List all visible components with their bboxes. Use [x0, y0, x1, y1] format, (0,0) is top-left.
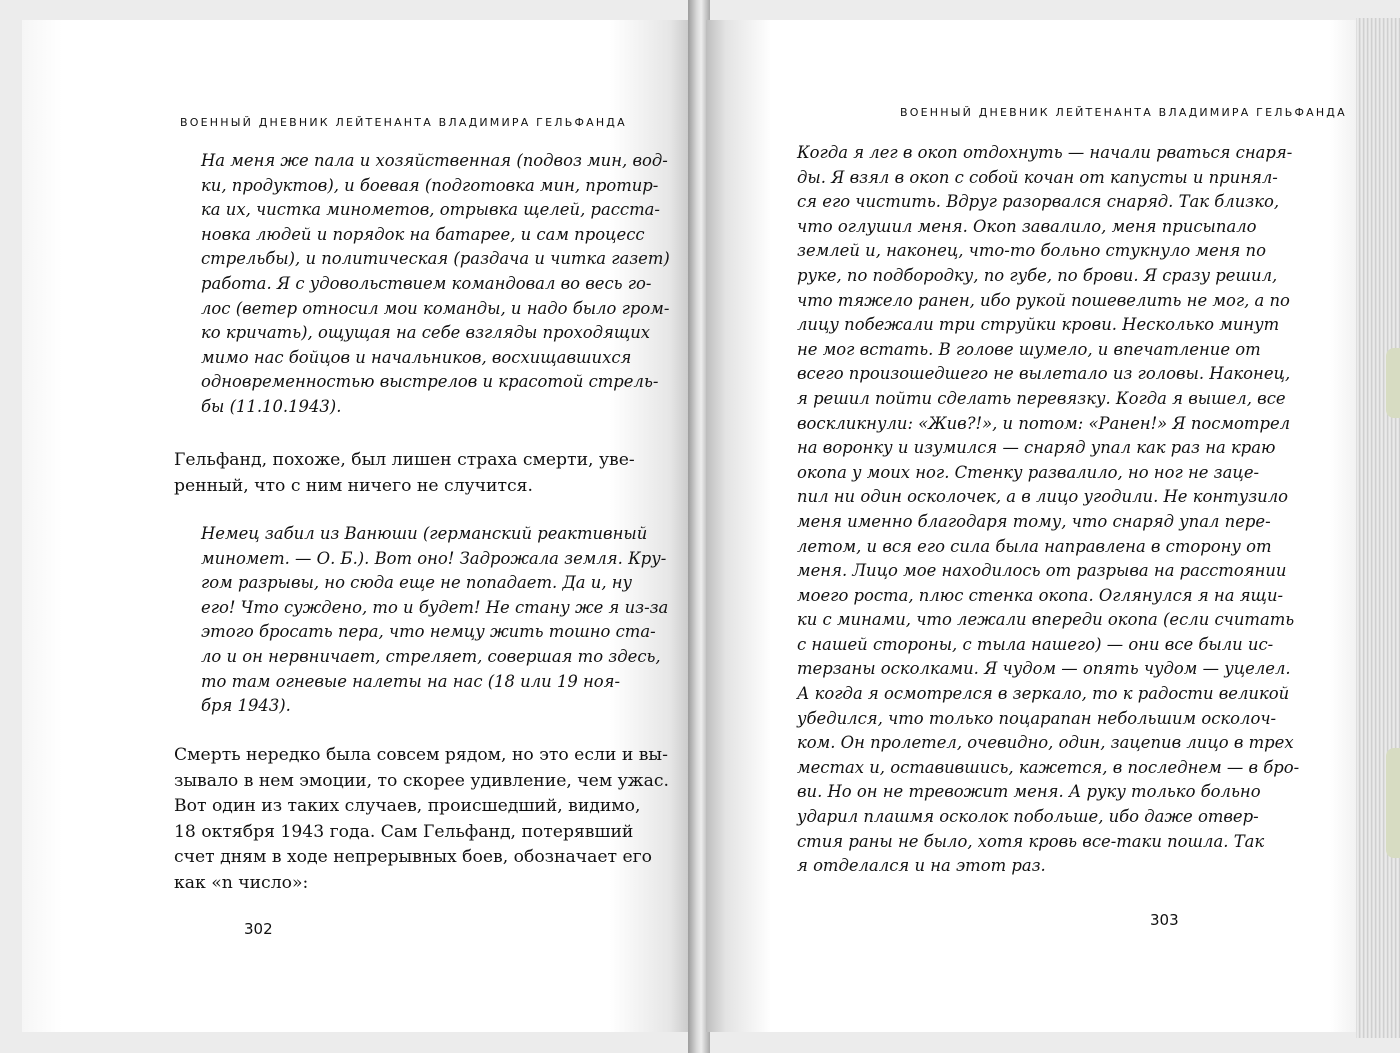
text-line: с нашей стороны, с тыла нашего) — они все были ис-	[797, 634, 1274, 654]
text-line: что тяжело ранен, ибо рукой пошевелить не мог, а по	[797, 290, 1290, 310]
text-line: стрельбы), и политическая (раздача и читка газет)	[201, 249, 670, 269]
text-line: его! Что суждено, то и будет! Не стану же я из-за	[201, 597, 669, 617]
text-line: одновременностью выстрелов и красотой стрель-	[201, 372, 659, 392]
text-line: ки, продуктов), и боевая (подготовка мин, протир-	[201, 175, 659, 195]
page-edges	[1356, 18, 1400, 1038]
text-line: ви. Но он не тревожит меня. А руку только больно	[797, 782, 1261, 802]
text-line: пил ни один осколочек, а в лицо угодили. Не контузило	[797, 487, 1289, 507]
text-line: ударил плашмя осколок побольше, ибо даже отвер-	[797, 807, 1259, 827]
running-head-left: ВОЕННЫЙ ДНЕВНИК ЛЕЙТЕНАНТА ВЛАДИМИРА ГЕЛЬФАНДА	[180, 116, 627, 129]
text-line: этого бросать пера, что немцу жить тошно ста-	[201, 622, 656, 642]
text-line: ко кричать), ощущая на себе взгляды проходящих	[201, 323, 651, 343]
quote-block	[201, 149, 670, 420]
text-line: руке, по подбородку, по губе, по брови. Я сразу решил,	[797, 265, 1278, 285]
text-line: бы (11.10.1943).	[201, 396, 342, 416]
text-line: стия раны не было, хотя кровь все-таки пошла. Так	[797, 831, 1265, 851]
text-line: меня именно благодаря тому, что снаряд упал пере-	[797, 511, 1271, 531]
text-line: ды. Я взял в окоп с собой кочан от капусты и принял-	[797, 167, 1278, 187]
running-head-right: ВОЕННЫЙ ДНЕВНИК ЛЕЙТЕНАНТА ВЛАДИМИРА ГЕЛЬФАНДА	[900, 106, 1347, 119]
text-line: работа. Я с удовольствием командовал во весь го-	[201, 273, 652, 293]
text-line: новка людей и порядок на батарее, и сам процесс	[201, 224, 645, 244]
text-line: убедился, что только поцарапан небольшим осколоч-	[797, 708, 1277, 728]
text-line: я отделался и на этот раз.	[797, 856, 1046, 876]
text-line: ренный, что с ним ничего не случится.	[174, 475, 533, 496]
text-line: что оглушил меня. Окоп завалило, меня присыпало	[797, 216, 1257, 236]
page-number-right: 303	[1150, 911, 1179, 929]
text-line: ся его чистить. Вдруг разорвался снаряд. Так близко,	[797, 192, 1280, 212]
quote-block	[201, 522, 669, 719]
text-line: ло и он нервничает, стреляет, совершая то здесь,	[201, 646, 661, 666]
text-line: На меня же пала и хозяйственная (подвоз мин, вод-	[201, 151, 668, 170]
text-line: терзаны осколками. Я чудом — опять чудом — уцелел.	[797, 659, 1291, 679]
text-line: летом, и вся его сила была направлена в сторону от	[797, 536, 1272, 556]
text-line: ком. Он пролетел, очевидно, один, зацепив лицо в трех	[797, 733, 1294, 753]
text-line: местах и, оставившись, кажется, в последнем — в бро-	[797, 757, 1300, 777]
text-line: землей и, наконец, что-то больно стукнуло меня по	[797, 241, 1266, 261]
body-paragraph	[174, 448, 646, 499]
bookmark-tab	[1386, 348, 1400, 418]
text-line: то там огневые налеты на нас (18 или 19 ноя-	[201, 671, 621, 691]
text-line: Смерть нередко была совсем рядом, но это если и вы-	[174, 745, 668, 765]
text-line: как «n число»:	[174, 872, 309, 893]
text-line: Немец забил из Ванюши (германский реактивный	[201, 524, 648, 543]
text-line: счет дням в ходе непрерывных боев, обозначает его	[174, 847, 653, 867]
text-line: меня. Лицо мое находилось от разрыва на расстоянии	[797, 561, 1287, 581]
text-line: бря 1943).	[201, 696, 291, 716]
text-line: миномет. — О. Б.). Вот оно! Задрожала земля. Кру-	[201, 548, 667, 568]
text-line: Вот один из таких случаев, происшедший, видимо,	[174, 796, 641, 816]
text-line: Гельфанд, похоже, был лишен страха смерти, уве-	[174, 450, 635, 470]
text-line: Когда я лег в окоп отдохнуть — начали рваться снаря-	[797, 143, 1293, 162]
text-line: я решил пойти сделать перевязку. Когда я вышел, все	[797, 388, 1286, 408]
text-line: не мог встать. В голове шумело, и впечатление от	[797, 339, 1261, 359]
text-line: окопа у моих ног. Стенку развалило, но ног не заце-	[797, 462, 1260, 482]
text-line: на воронку и изумился — снаряд упал как раз на краю	[797, 438, 1276, 458]
text-line: ка их, чистка минометов, отрывка щелей, расста-	[201, 200, 660, 220]
text-line: воскликнули: «Жив?!», и потом: «Ранен!» Я посмотрел	[797, 413, 1291, 433]
text-line: мимо нас бойцов и начальников, восхищавшихся	[201, 347, 632, 367]
text-line: гом разрывы, но сюда еще не попадает. Да и, ну	[201, 573, 633, 593]
quote-block	[797, 141, 1300, 879]
bookmark-tab	[1386, 748, 1400, 858]
text-line: всего произошедшего не вылетало из головы. Наконец,	[797, 364, 1291, 384]
text-line: моего роста, плюс стенка окопа. Оглянулся я на ящи-	[797, 585, 1284, 605]
text-line: лицу побежали три струйки крови. Несколько минут	[797, 315, 1280, 335]
text-line: А когда я осмотрелся в зеркало, то к радости великой	[797, 684, 1290, 704]
body-paragraph	[174, 743, 669, 896]
text-line: 18 октября 1943 года. Сам Гельфанд, потерявший	[174, 821, 634, 842]
text-line: лос (ветер относил мои команды, и надо было гром-	[201, 298, 670, 318]
page-number-left: 302	[244, 920, 273, 938]
text-line: зывало в нем эмоции, то скорее удивление, чем ужас.	[174, 770, 669, 791]
text-line: ки с минами, что лежали впереди окопа (если считать	[797, 610, 1295, 630]
